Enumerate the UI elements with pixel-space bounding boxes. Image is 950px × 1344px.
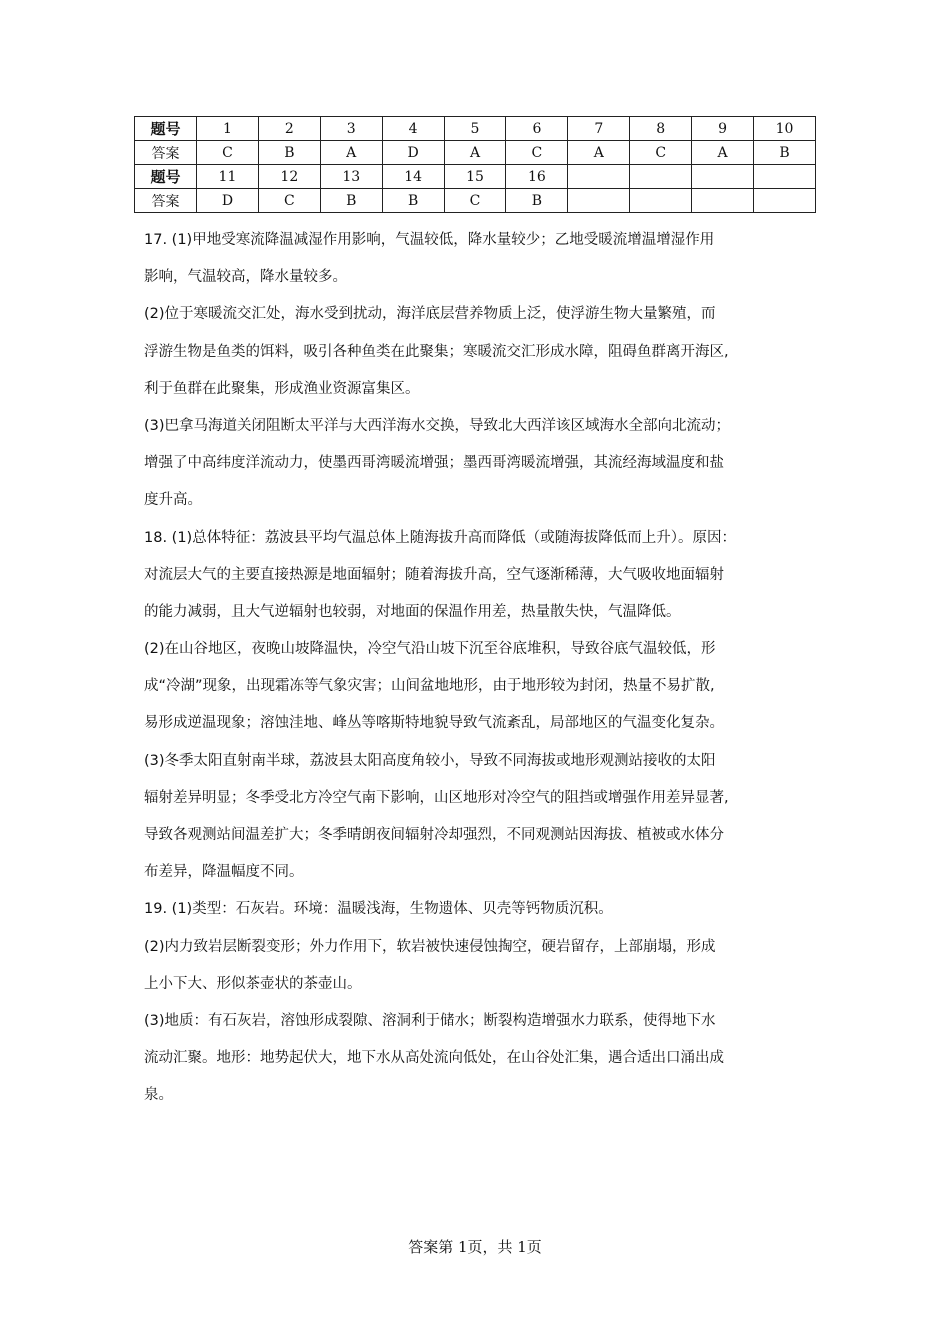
text-line: 导致各观测站间温差扩大；冬季晴朗夜间辐射冷却强烈，不同观测站因海拔、植被或水体分 — [144, 827, 724, 843]
row-label: 答案 — [135, 141, 197, 165]
table-cell: 14 — [382, 165, 444, 189]
answer-explanations — [144, 222, 824, 1115]
text-line: 的能力减弱，且大气逆辐射也较弱，对地面的保温作用差，热量散失快，气温降低。 — [144, 603, 681, 620]
table-cell — [568, 189, 630, 213]
text-line: 利于鱼群在此聚集，形成渔业资源富集区。 — [144, 380, 420, 397]
table-cell: A — [568, 141, 630, 165]
table-cell: 8 — [630, 117, 692, 141]
text-line: (2)内力致岩层断裂变形；外力作用下，软岩被快速侵蚀掏空，硬岩留存，上部崩塌，形成 — [144, 938, 716, 955]
table-cell: D — [382, 141, 444, 165]
table-cell: D — [197, 189, 259, 213]
table-cell: B — [754, 141, 816, 165]
text-line: 上小下大、形似茶壶状的茶壶山。 — [144, 975, 362, 992]
table-cell: 12 — [258, 165, 320, 189]
answer-table-body — [135, 117, 816, 213]
table-cell: B — [506, 189, 568, 213]
text-line: (2)位于寒暖流交汇处，海水受到扰动，海洋底层营养物质上泛，使浮游生物大量繁殖，而 — [144, 306, 716, 323]
text-line: 17. (1)甲地受寒流降温减湿作用影响，气温较低，降水量较少；乙地受暖流增温增湿作用 — [144, 232, 715, 248]
table-cell: A — [692, 141, 754, 165]
answer-table — [134, 116, 816, 213]
table-cell: C — [444, 189, 506, 213]
table-cell: 16 — [506, 165, 568, 189]
table-row — [135, 165, 816, 189]
table-cell: B — [258, 141, 320, 165]
table-cell: 7 — [568, 117, 630, 141]
table-cell: 9 — [692, 117, 754, 141]
page-footer: 答案第 1页，共 1页 — [408, 1238, 542, 1256]
table-cell: 1 — [197, 117, 259, 141]
table-cell: 11 — [197, 165, 259, 189]
table-cell: 2 — [258, 117, 320, 141]
table-cell: 10 — [754, 117, 816, 141]
text-line: 易形成逆温现象；溶蚀洼地、峰丛等喀斯特地貌导致气流紊乱，局部地区的气温变化复杂。 — [144, 715, 724, 732]
table-cell — [754, 165, 816, 189]
table-cell: 4 — [382, 117, 444, 141]
table-cell: C — [258, 189, 320, 213]
table-cell — [692, 165, 754, 189]
text-line: (2)在山谷地区，夜晚山坡降温快，冷空气沿山坡下沉至谷底堆积，导致谷底气温较低，形 — [144, 641, 716, 658]
table-cell: 15 — [444, 165, 506, 189]
text-line: 辐射差异明显；冬季受北方冷空气南下影响，山区地形对冷空气的阻挡或增强作用差异显著, — [144, 789, 729, 806]
table-cell: 5 — [444, 117, 506, 141]
text-line: 泉。 — [144, 1087, 173, 1104]
table-cell — [630, 165, 692, 189]
text-line: (3)巴拿马海道关闭阻断太平洋与大西洋海水交换，导致北大西洋该区域海水全部向北流动； — [144, 417, 731, 434]
table-cell: C — [630, 141, 692, 165]
table-cell — [630, 189, 692, 213]
table-cell: B — [382, 189, 444, 213]
text-line: 19. (1)类型：石灰岩。环境：温暖浅海，生物遗体、贝壳等钙物质沉积。 — [144, 901, 613, 918]
text-line: 对流层大气的主要直接热源是地面辐射；随着海拔升高，空气逐渐稀薄，大气吸收地面辐射 — [144, 566, 724, 583]
table-cell: 13 — [320, 165, 382, 189]
table-cell: A — [320, 141, 382, 165]
row-label: 答案 — [135, 189, 197, 213]
table-cell — [692, 189, 754, 213]
text-line: 18. (1)总体特征：荔波县平均气温总体上随海拔升高而降低（或随海拔降低而上升）。原因： — [144, 529, 736, 546]
table-cell: C — [197, 141, 259, 165]
text-line: 布差异，降温幅度不同。 — [144, 864, 304, 881]
table-row — [135, 117, 816, 141]
table-cell — [754, 189, 816, 213]
text-line: 度升高。 — [144, 492, 202, 509]
table-cell — [568, 165, 630, 189]
text-line: 成“冷湖”现象，出现霜冻等气象灾害；山间盆地地形，由于地形较为封闭，热量不易扩散, — [144, 678, 715, 695]
row-label: 题号 — [135, 165, 197, 189]
table-row — [135, 141, 816, 165]
table-cell: A — [444, 141, 506, 165]
text-line: (3)地质：有石灰岩，溶蚀形成裂隙、溶洞利于储水；断裂构造增强水力联系，使得地下水 — [144, 1012, 716, 1029]
table-row — [135, 189, 816, 213]
row-label: 题号 — [135, 117, 197, 141]
table-cell: B — [320, 189, 382, 213]
text-line: (3)冬季太阳直射南半球，荔波县太阳高度角较小，导致不同海拔或地形观测站接收的太阳 — [144, 752, 716, 769]
table-cell: 3 — [320, 117, 382, 141]
text-line: 增强了中高纬度洋流动力，使墨西哥湾暖流增强；墨西哥湾暖流增强，其流经海域温度和盐 — [144, 455, 724, 472]
text-line: 流动汇聚。地形：地势起伏大，地下水从高处流向低处，在山谷处汇集，遇合适出口涌出成 — [144, 1050, 724, 1067]
table-cell: 6 — [506, 117, 568, 141]
text-line: 影响，气温较高，降水量较多。 — [144, 269, 347, 286]
text-line: 浮游生物是鱼类的饵料，吸引各种鱼类在此聚集；寒暖流交汇形成水障，阻碍鱼群离开海区, — [144, 343, 729, 360]
table-cell: C — [506, 141, 568, 165]
